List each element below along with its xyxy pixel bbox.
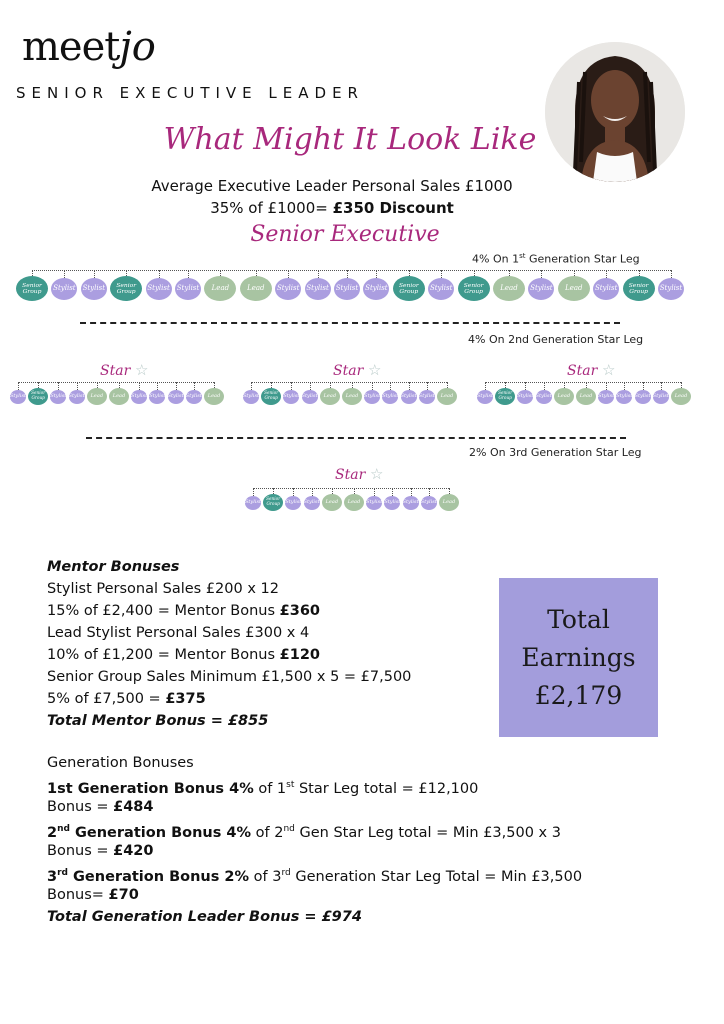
gen1-node-stylist: Stylist (363, 278, 389, 300)
gen2-star-3-node-lead: Lead (671, 388, 691, 405)
gen2-star-1-branch-line (18, 382, 214, 389)
gen2-star-1-node-senior: Senior Group (28, 388, 48, 405)
logo-jo: jo (119, 24, 156, 70)
mentor-line-3: Lead Stylist Personal Sales £300 x 4 (47, 625, 310, 641)
section-title: Senior Executive (250, 222, 440, 247)
gen2-star-2-node-stylist: Stylist (302, 390, 318, 404)
generation-title: Generation Bonuses (47, 755, 194, 771)
intro-line-2 (0, 199, 664, 217)
gen2-bonus-value: £420 (113, 843, 154, 859)
gen2-star-3-node-stylist: Stylist (635, 390, 651, 404)
gen2-star-3-node-stylist: Stylist (598, 390, 614, 404)
gen3-star-connector (449, 488, 450, 494)
gen2-bonus-line (47, 818, 582, 840)
gen3-star-node-stylist: Stylist (304, 496, 320, 510)
gen2-star-1-node-stylist: Stylist (50, 390, 66, 404)
page-subtitle: SENIOR EXECUTIVE LEADER (16, 84, 364, 102)
gen3-star-node-stylist: Stylist (245, 496, 261, 510)
mentor-line-6 (47, 688, 411, 710)
gen2-star-1-node-lead: Lead (109, 388, 129, 405)
total-earnings-line-1: Total (547, 604, 610, 634)
generation-bonuses (47, 752, 582, 928)
gen2-bonus-label (47, 825, 251, 841)
mentor-line-1: Stylist Personal Sales £200 x 12 (47, 581, 279, 597)
star-icon: ☆ (597, 361, 616, 379)
page-title: What Might It Look Like (163, 122, 537, 157)
gen2-star-3-node-lead: Lead (554, 388, 574, 405)
gen3-star-node-stylist: Stylist (285, 496, 301, 510)
gen2-star-2-node-stylist: Stylist (382, 390, 398, 404)
gen2-leg-label: 4% On 2nd Generation Star Leg (468, 333, 644, 346)
gen1-node-stylist: Stylist (658, 278, 684, 300)
gen3-bonus-result (47, 884, 582, 906)
gen1-bonus-pre: of 1 (253, 780, 287, 797)
gen3-bonus-post: Generation Star Leg Total = Min £3,500 (290, 868, 583, 885)
mentor-line-6-value: £375 (165, 691, 206, 707)
gen2-star-3-node-stylist: Stylist (536, 390, 552, 404)
mentor-title: Mentor Bonuses (47, 559, 180, 575)
gen2-star-2-connector (447, 382, 448, 388)
gen2-star-1-node-lead: Lead (204, 388, 224, 405)
gen2-bonus-result (47, 840, 582, 862)
intro-line-1: Average Executive Leader Personal Sales £1000 (151, 177, 513, 195)
gen2-star-3-star-label (567, 361, 615, 379)
intro-line-2-text: 35% of £1000= (210, 199, 333, 217)
gen2-star-3-node-stylist: Stylist (477, 390, 493, 404)
gen2-star-3-node-stylist: Stylist (653, 390, 669, 404)
gen2-star-1-node-stylist: Stylist (186, 390, 202, 404)
gen2-bonus-label-post: Generation Bonus 4% (69, 824, 252, 841)
gen2-star-3-node-senior: Senior Group (495, 388, 515, 405)
gen2-star-1-connector (214, 382, 215, 388)
gen3-star-node-stylist: Stylist (384, 496, 400, 510)
gen1-node-senior: Senior Group (623, 276, 655, 301)
gen2-star-2-node-senior: Senior Group (261, 388, 281, 405)
mentor-line-2 (47, 600, 411, 622)
gen1-node-lead: Lead (240, 276, 272, 301)
total-earnings-value: £2,179 (534, 680, 623, 710)
gen3-bonus-line (47, 862, 582, 884)
gen3-bonus-pre: of 3 (249, 868, 282, 885)
divider-2 (86, 437, 626, 439)
gen2-star-1-node-lead: Lead (87, 388, 107, 405)
gen1-bonus-post: Star Leg total = £12,100 (294, 780, 479, 797)
mentor-bonuses (47, 556, 411, 732)
gen3-star-node-lead: Lead (439, 494, 459, 511)
gen2-bonus-pre: of 2 (251, 824, 284, 841)
gen1-node-lead: Lead (558, 276, 590, 301)
logo (22, 24, 156, 70)
gen2-star-2-node-lead: Lead (437, 388, 457, 405)
star-icon: ☆ (363, 361, 382, 379)
gen1-connector (671, 270, 672, 278)
gen1-node-senior: Senior Group (16, 276, 48, 301)
gen2-star-3-star-text: Star (567, 363, 598, 379)
gen2-star-3-node-lead: Lead (576, 388, 596, 405)
gen1-node-stylist: Stylist (528, 278, 554, 300)
mentor-line-4 (47, 644, 411, 666)
gen1-leg-label (472, 252, 640, 266)
discount-value: £350 Discount (332, 199, 454, 217)
gen2-star-1-star-text: Star (100, 363, 131, 379)
gen3-bonus-label-sup: rd (57, 868, 68, 878)
gen1-bonus-line (47, 774, 582, 796)
star-icon: ☆ (365, 465, 384, 483)
gen1-node-senior: Senior Group (110, 276, 142, 301)
gen2-star-1-node-stylist: Stylist (10, 390, 26, 404)
mentor-line-2-value: £360 (279, 603, 320, 619)
gen1-node-stylist: Stylist (81, 278, 107, 300)
gen2-star-2-node-stylist: Stylist (419, 390, 435, 404)
gen3-bonus-result-text: Bonus= (47, 887, 109, 903)
gen1-node-stylist: Stylist (593, 278, 619, 300)
avatar (545, 42, 685, 182)
gen1-leg-label-post: Generation Star Leg (525, 252, 640, 266)
gen1-node-senior: Senior Group (458, 276, 490, 301)
gen1-node-lead: Lead (493, 276, 525, 301)
gen2-bonus-label-pre: 2 (47, 824, 58, 841)
gen1-bonus-sup: st (286, 780, 295, 790)
total-earnings-line-2: Earnings (521, 642, 636, 672)
gen3-star-branch-line (253, 488, 449, 495)
gen2-bonus-label-sup: nd (57, 824, 70, 834)
gen3-leg-label: 2% On 3rd Generation Star Leg (469, 446, 642, 459)
gen2-star-1-node-stylist: Stylist (69, 390, 85, 404)
mentor-total: Total Mentor Bonus = £855 (47, 713, 269, 729)
gen2-star-2-node-stylist: Stylist (401, 390, 417, 404)
gen2-star-1-node-stylist: Stylist (131, 390, 147, 404)
gen2-star-3-node-stylist: Stylist (517, 390, 533, 404)
mentor-line-6-text: 5% of £7,500 = (47, 691, 166, 707)
mentor-line-2-text: 15% of £2,400 = Mentor Bonus (47, 603, 280, 619)
gen1-bonus-value: £484 (113, 799, 154, 815)
gen1-node-stylist: Stylist (175, 278, 201, 300)
gen1-branch-line (32, 270, 671, 277)
gen2-star-3-branch-line (485, 382, 681, 389)
gen3-star-star-label (335, 465, 383, 483)
gen1-bonus-result (47, 796, 582, 818)
gen2-star-2-star-label (333, 361, 381, 379)
logo-meet: meet (22, 24, 120, 70)
gen2-star-2-star-text: Star (333, 363, 364, 379)
divider-1 (80, 322, 620, 324)
gen1-leg-label-sup: st (519, 252, 526, 260)
gen1-node-senior: Senior Group (393, 276, 425, 301)
gen2-bonus-post: Gen Star Leg total = Min £3,500 x 3 (294, 824, 561, 841)
gen1-node-stylist: Stylist (428, 278, 454, 300)
gen2-star-2-node-stylist: Stylist (364, 390, 380, 404)
gen3-star-node-lead: Lead (322, 494, 342, 511)
gen1-bonus-result-text: Bonus = (47, 799, 114, 815)
gen3-star-node-lead: Lead (344, 494, 364, 511)
gen3-bonus-label-post: Generation Bonus 2% (67, 868, 250, 885)
star-icon: ☆ (130, 361, 149, 379)
gen2-star-2-node-stylist: Stylist (283, 390, 299, 404)
gen3-star-node-stylist: Stylist (421, 496, 437, 510)
gen3-bonus-label-pre: 3 (47, 868, 58, 885)
generation-total: Total Generation Leader Bonus = £974 (47, 909, 362, 925)
gen2-star-2-node-stylist: Stylist (243, 390, 259, 404)
gen1-node-stylist: Stylist (146, 278, 172, 300)
gen1-node-lead: Lead (204, 276, 236, 301)
gen2-star-2-node-lead: Lead (342, 388, 362, 405)
gen2-star-2-node-lead: Lead (320, 388, 340, 405)
gen1-node-stylist: Stylist (305, 278, 331, 300)
total-earnings-box (499, 578, 658, 737)
gen1-bonus-label: 1st Generation Bonus 4% (47, 780, 254, 797)
gen2-bonus-sup: nd (283, 824, 295, 834)
gen3-bonus-value: £70 (108, 887, 139, 903)
gen3-star-node-stylist: Stylist (366, 496, 382, 510)
gen2-star-2-branch-line (251, 382, 447, 389)
gen2-star-1-node-stylist: Stylist (168, 390, 184, 404)
gen2-star-3-connector (681, 382, 682, 388)
gen3-star-star-text: Star (335, 467, 366, 483)
gen1-leg-label-pre: 4% On 1 (472, 252, 520, 266)
gen3-bonus-label (47, 869, 249, 885)
gen2-star-1-star-label (100, 361, 148, 379)
mentor-line-4-value: £120 (279, 647, 320, 663)
gen1-node-stylist: Stylist (334, 278, 360, 300)
mentor-line-5: Senior Group Sales Minimum £1,500 x 5 = £7,500 (47, 669, 412, 685)
gen3-bonus-sup: rd (281, 868, 291, 878)
gen1-node-stylist: Stylist (275, 278, 301, 300)
gen2-star-1-node-stylist: Stylist (149, 390, 165, 404)
mentor-line-4-text: 10% of £1,200 = Mentor Bonus (47, 647, 280, 663)
gen3-star-node-senior: Senior Group (263, 494, 283, 511)
gen1-node-stylist: Stylist (51, 278, 77, 300)
gen2-bonus-result-text: Bonus = (47, 843, 114, 859)
gen3-star-node-stylist: Stylist (403, 496, 419, 510)
gen2-star-3-node-stylist: Stylist (616, 390, 632, 404)
